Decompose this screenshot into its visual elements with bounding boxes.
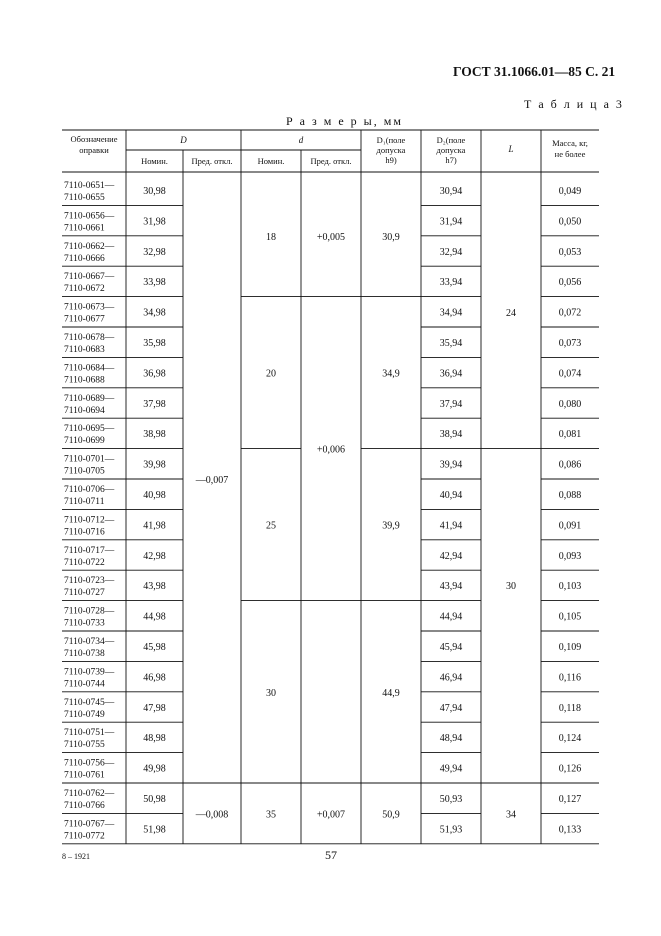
header-mass-1: Масса, кг, <box>552 138 588 148</box>
row-mass: 0,088 <box>558 490 582 501</box>
row-D-nominal: 48,98 <box>143 733 166 745</box>
row-designation-2: 7110-0694 <box>64 405 105 416</box>
merged-D1: 39,9 <box>382 520 400 532</box>
row-designation-2: 7110-0683 <box>64 345 105 355</box>
merged-d-nom: 30 <box>266 687 276 699</box>
row-designation-2: 7110-0749 <box>64 709 105 720</box>
row-D2: 44,94 <box>439 611 463 623</box>
row-designation-1: 7110-0723— <box>64 576 115 587</box>
row-D2: 46,94 <box>439 672 463 684</box>
row-D-nominal: 32,98 <box>143 246 166 258</box>
row-mass: 0,109 <box>558 642 582 653</box>
row-mass: 0,105 <box>558 611 582 623</box>
row-D-nominal: 33,98 <box>143 277 166 289</box>
row-D2: 50,93 <box>439 794 463 805</box>
row-mass: 0,118 <box>558 702 582 714</box>
merged-d-nom: 25 <box>266 520 276 532</box>
row-designation-1: 7110-0656— <box>64 211 115 222</box>
row-designation-2: 7110-0711 <box>64 497 105 507</box>
merged-d-nom: 20 <box>266 368 276 380</box>
row-D-nominal: 39,98 <box>143 459 166 471</box>
merged-D1: 34,9 <box>382 368 400 380</box>
row-designation-1: 7110-0739— <box>64 667 115 678</box>
row-D-nominal: 41,98 <box>143 520 166 532</box>
row-designation-2: 7110-0772 <box>64 831 105 842</box>
header-designation-2: оправки <box>79 145 109 155</box>
header-d-nom: Номин. <box>257 156 285 166</box>
row-mass: 0,073 <box>558 338 582 349</box>
row-designation-1: 7110-0667— <box>64 272 115 283</box>
row-D2: 51,93 <box>439 824 463 836</box>
row-D2: 31,94 <box>439 216 463 228</box>
row-designation-1: 7110-0734— <box>64 637 115 647</box>
row-designation-2: 7110-0716 <box>64 527 105 538</box>
header-D-dev: Пред. откл. <box>191 156 233 166</box>
header-d: d <box>298 135 304 145</box>
row-designation-2: 7110-0661 <box>64 223 105 234</box>
row-designation-1: 7110-0712— <box>64 515 115 526</box>
row-designation-2: 7110-0705 <box>64 466 105 477</box>
row-designation-2: 7110-0733 <box>64 618 105 629</box>
row-D-nominal: 30,98 <box>143 186 166 197</box>
header-D-nom: Номин. <box>141 156 168 166</box>
row-D-nominal: 46,98 <box>143 672 166 684</box>
merged-d-nom: 35 <box>266 809 276 821</box>
row-mass: 0,133 <box>558 824 582 836</box>
header-D2-1: допуска <box>436 145 466 155</box>
row-mass: 0,091 <box>558 520 582 532</box>
row-D2: 39,94 <box>439 459 463 471</box>
row-designation-2: 7110-0755 <box>64 740 105 751</box>
row-designation-1: 7110-0751— <box>64 728 115 739</box>
merged-D-dev: —0,008 <box>195 809 229 821</box>
row-D-nominal: 31,98 <box>143 216 166 228</box>
row-D2: 34,94 <box>439 307 463 319</box>
row-D-nominal: 47,98 <box>143 702 166 714</box>
row-designation-2: 7110-0699 <box>64 436 105 447</box>
row-designation-2: 7110-0727 <box>64 588 105 599</box>
merged-L: 34 <box>506 809 516 821</box>
row-D2: 35,94 <box>439 338 463 349</box>
row-mass: 0,074 <box>558 368 582 380</box>
row-designation-1: 7110-0695— <box>64 424 115 435</box>
row-D2: 37,94 <box>439 398 463 410</box>
row-mass: 0,086 <box>558 459 582 471</box>
row-designation-2: 7110-0761 <box>64 770 105 781</box>
row-designation-2: 7110-0672 <box>64 284 105 295</box>
row-designation-1: 7110-0673— <box>64 302 115 313</box>
merged-d-dev: +0,007 <box>316 809 346 821</box>
row-D2: 33,94 <box>439 277 463 289</box>
header-D1-0: D₁(поле <box>376 135 406 145</box>
row-designation-2: 7110-0766 <box>64 801 105 811</box>
row-designation-2: 7110-0744 <box>64 679 105 690</box>
merged-D1: 44,9 <box>382 687 400 699</box>
row-designation-1: 7110-0728— <box>64 606 115 617</box>
header-d-dev: Пред. откл. <box>310 156 352 166</box>
row-D2: 48,94 <box>439 733 463 745</box>
footer-print-code: 8 – 1921 <box>62 852 90 861</box>
row-designation-1: 7110-0767— <box>64 819 115 830</box>
row-D-nominal: 34,98 <box>143 307 166 319</box>
row-D2: 47,94 <box>439 702 463 714</box>
row-D-nominal: 35,98 <box>143 338 166 349</box>
row-D2: 30,94 <box>439 186 463 197</box>
table-caption: Р а з м е р ы, мм <box>286 114 403 128</box>
row-D2: 40,94 <box>439 490 463 501</box>
row-mass: 0,081 <box>558 429 582 441</box>
row-designation-2: 7110-0738 <box>64 649 105 659</box>
merged-L: 30 <box>506 581 516 593</box>
row-mass: 0,049 <box>558 186 582 197</box>
row-D2: 42,94 <box>439 550 463 562</box>
merged-L: 24 <box>506 307 516 319</box>
row-D2: 36,94 <box>439 368 463 380</box>
row-D-nominal: 40,98 <box>143 490 166 501</box>
row-mass: 0,053 <box>558 246 582 258</box>
header-D: D <box>180 135 187 145</box>
row-D2: 38,94 <box>439 429 463 441</box>
row-mass: 0,124 <box>558 733 582 745</box>
header-D1-1: допуска <box>376 145 406 155</box>
header-designation-1: Обозначение <box>70 134 118 144</box>
row-designation-1: 7110-0745— <box>64 697 115 708</box>
row-designation-1: 7110-0651— <box>64 181 115 191</box>
row-mass: 0,056 <box>558 277 582 289</box>
row-D-nominal: 49,98 <box>143 763 166 775</box>
merged-D1: 30,9 <box>382 231 400 243</box>
row-D-nominal: 50,98 <box>143 794 166 805</box>
header-mass-2: не более <box>554 149 586 159</box>
row-designation-2: 7110-0722 <box>64 557 105 568</box>
row-D2: 43,94 <box>439 581 463 593</box>
row-D-nominal: 36,98 <box>143 368 166 380</box>
merged-d-nom: 18 <box>266 231 276 243</box>
row-mass: 0,093 <box>558 550 582 562</box>
row-mass: 0,050 <box>558 216 582 228</box>
row-designation-1: 7110-0756— <box>64 758 115 769</box>
row-D-nominal: 51,98 <box>143 824 166 836</box>
row-D2: 49,94 <box>439 763 463 775</box>
row-designation-1: 7110-0684— <box>64 363 115 374</box>
row-designation-2: 7110-0655 <box>64 193 105 203</box>
row-mass: 0,127 <box>558 794 582 805</box>
row-designation-2: 7110-0666 <box>64 253 105 264</box>
table-number-label: Т а б л и ц а 3 <box>524 97 624 111</box>
row-designation-2: 7110-0677 <box>64 314 105 325</box>
row-D-nominal: 38,98 <box>143 429 166 441</box>
row-mass: 0,116 <box>558 672 582 684</box>
row-D-nominal: 42,98 <box>143 550 166 562</box>
header-D2-0: D₂(поле <box>436 135 466 145</box>
row-mass: 0,126 <box>558 763 582 775</box>
row-designation-1: 7110-0701— <box>64 454 115 465</box>
row-D-nominal: 43,98 <box>143 581 166 593</box>
row-D-nominal: 44,98 <box>143 611 166 623</box>
row-mass: 0,080 <box>558 398 582 410</box>
row-designation-1: 7110-0706— <box>64 485 115 495</box>
row-designation-1: 7110-0678— <box>64 333 115 343</box>
row-designation-1: 7110-0689— <box>64 393 115 404</box>
row-mass: 0,103 <box>558 581 582 593</box>
row-D-nominal: 37,98 <box>143 398 166 410</box>
document-header-title: ГОСТ 31.1066.01—85 С. 21 <box>453 64 616 79</box>
merged-d-dev: +0,006 <box>316 444 346 456</box>
merged-d-dev: +0,005 <box>316 231 346 243</box>
merged-D-dev: —0,007 <box>195 475 229 486</box>
page-number: 57 <box>325 848 337 862</box>
row-designation-2: 7110-0688 <box>64 375 105 386</box>
header-D1-2: h9) <box>385 155 397 165</box>
row-D2: 45,94 <box>439 642 463 653</box>
merged-D1: 50,9 <box>382 809 400 821</box>
row-D2: 41,94 <box>439 520 463 532</box>
row-D-nominal: 45,98 <box>143 642 166 653</box>
row-D2: 32,94 <box>439 246 463 258</box>
header-L: L <box>508 144 514 154</box>
row-mass: 0,072 <box>558 307 582 319</box>
header-D2-2: h7) <box>445 155 457 165</box>
row-designation-1: 7110-0662— <box>64 241 115 252</box>
row-designation-1: 7110-0762— <box>64 789 115 799</box>
row-designation-1: 7110-0717— <box>64 545 115 556</box>
